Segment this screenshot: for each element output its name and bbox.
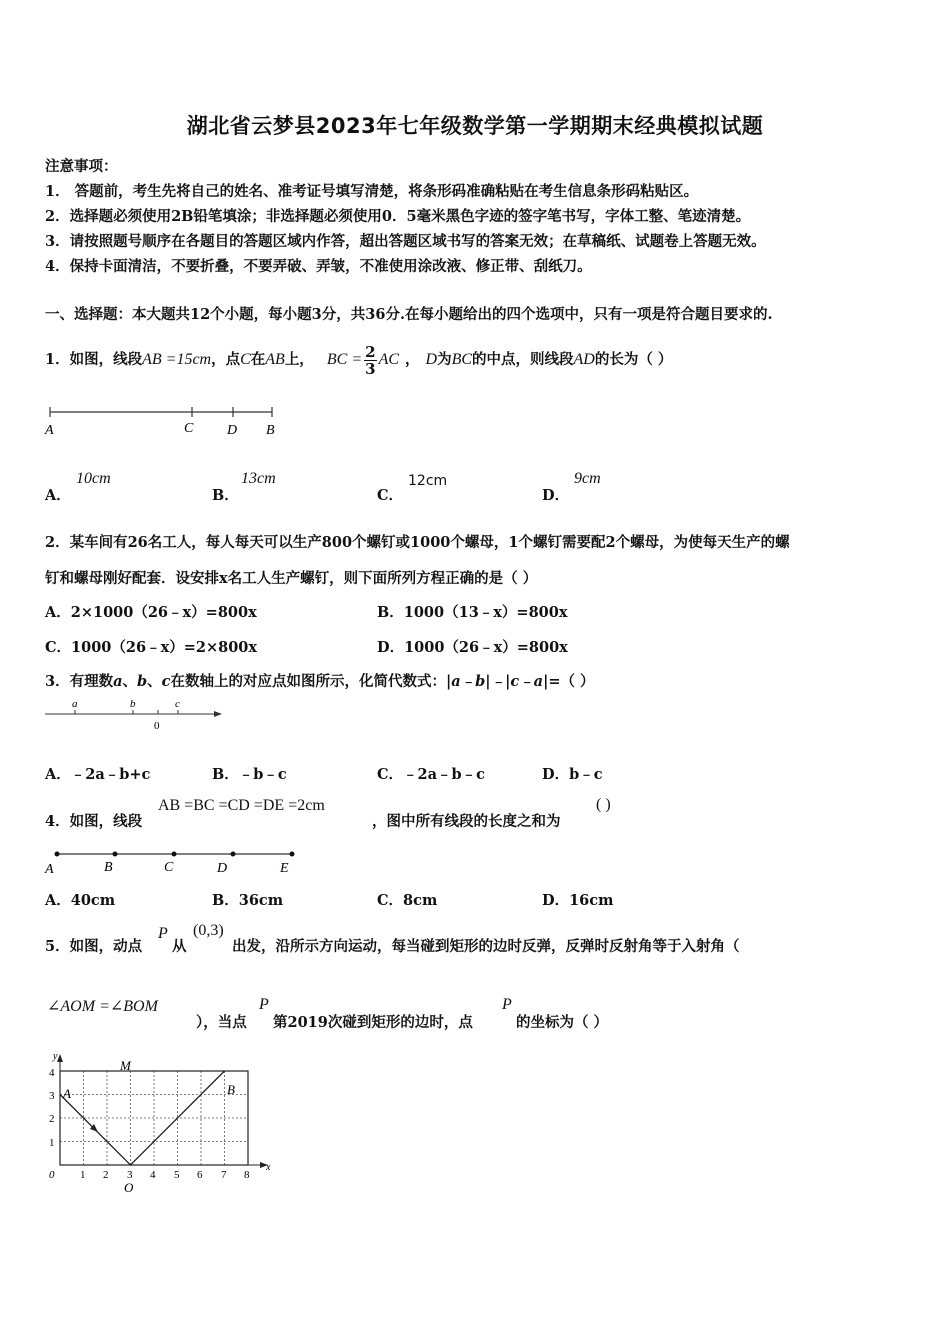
- q5-var-P: P: [502, 996, 512, 1013]
- q3-text: 、: [147, 673, 162, 690]
- question-2-line: 钉和螺母刚好配套．设安排x名工人生产螺钉，则下面所列方程正确的是（ ）: [45, 570, 538, 587]
- q5-var-P: P: [158, 925, 168, 942]
- q4-answer-paren: ( ): [596, 796, 611, 813]
- axis-x-label: x: [266, 1162, 271, 1173]
- x-tick: 7: [221, 1169, 227, 1181]
- point-A-label: A: [63, 1086, 71, 1101]
- q2-option[interactable]: B．1000（13﹣x）=800x: [377, 604, 568, 621]
- x-tick: 8: [244, 1169, 250, 1181]
- q1-segment-figure: [40, 400, 290, 445]
- var-c: c: [161, 673, 171, 690]
- label-A: A: [45, 862, 54, 877]
- question-1-stem: [45, 338, 672, 382]
- label-C: C: [164, 860, 174, 875]
- q3-text: 在数轴上的对应点如图所示，化简代数式：: [170, 673, 446, 690]
- var-b: b: [137, 673, 148, 690]
- q5-var-P: P: [259, 996, 269, 1013]
- label-zero: 0: [154, 720, 160, 732]
- q1-math: AB =15cm: [142, 351, 212, 368]
- q5-angle: ∠AOM =∠BOM: [47, 998, 158, 1015]
- x-tick: 6: [197, 1169, 203, 1181]
- q5-text: 的坐标为（ ）: [516, 1014, 609, 1031]
- q3-text: 、: [122, 673, 137, 690]
- q5-text: 从: [172, 938, 187, 955]
- q1-math: AD: [573, 351, 595, 368]
- q4-option[interactable]: A．40cm: [45, 892, 116, 909]
- notice-item: 3．请按照题号顺序在各题目的答题区域内作答，超出答题区域书写的答案无效；在草稿纸、试题卷上答题无效。: [45, 233, 766, 250]
- q1-option-label[interactable]: A．: [45, 487, 71, 504]
- q1-math: D: [425, 351, 438, 368]
- q1-text: 在: [250, 351, 266, 368]
- section-heading: 一、选择题：本大题共12个小题，每小题3分，共36分.在每小题给出的四个选项中，只有一项是符合题目要求的.: [45, 306, 773, 323]
- y-tick: 1: [49, 1137, 55, 1149]
- label-b: b: [130, 698, 136, 710]
- q1-text: 为: [437, 351, 452, 368]
- label-a: a: [72, 698, 78, 710]
- q1-text: 1．如图，线段: [45, 351, 143, 368]
- q5-start-point: (0,3): [193, 922, 224, 939]
- q4-segment-figure: [40, 845, 305, 880]
- notice-item: 1． 答题前，考生先将自己的姓名、准考证号填写清楚，将条形码准确粘贴在考生信息条形码粘贴区。: [45, 183, 699, 200]
- q1-math: BC =: [326, 351, 363, 368]
- q3-expression: |a﹣b|﹣|c﹣a|: [445, 673, 549, 690]
- q1-text: 上，: [284, 351, 314, 368]
- q3-option[interactable]: A．﹣2a﹣b+c: [45, 766, 151, 783]
- label-c: c: [175, 698, 180, 710]
- q2-option[interactable]: D．1000（26﹣x）=800x: [377, 639, 568, 656]
- point-B-label: B: [227, 1082, 235, 1097]
- label-A: A: [45, 423, 54, 438]
- q2-option[interactable]: A．2×1000（26﹣x）=800x: [45, 604, 257, 621]
- point-O-label: O: [124, 1180, 134, 1195]
- q1-text: 的长为（ ）: [594, 351, 673, 368]
- q1-math: AB: [265, 351, 285, 368]
- question-2-line: 2．某车间有26名工人，每人每天可以生产800个螺钉或1000个螺母，1个螺钉需要配2个螺母，为使每天生产的螺: [45, 534, 790, 551]
- q1-option-value: 12cm: [408, 473, 448, 489]
- label-C: C: [184, 421, 194, 436]
- q2-option[interactable]: C．1000（26﹣x）=2×800x: [45, 639, 258, 656]
- q1-math: AC: [378, 351, 400, 368]
- label-E: E: [280, 861, 289, 876]
- fraction-denominator: 3: [365, 359, 376, 378]
- x-tick: 1: [80, 1169, 86, 1181]
- axis-y-label: y: [53, 1051, 58, 1062]
- label-D: D: [227, 423, 238, 438]
- q4-option[interactable]: B．36cm: [212, 892, 284, 909]
- q4-option[interactable]: C．8cm: [377, 892, 438, 909]
- y-tick: 2: [49, 1113, 55, 1125]
- q1-option-value: 10cm: [76, 470, 111, 487]
- q5-text: 出发，沿所示方向运动，每当碰到矩形的边时反弹，反弹时反射角等于入射角（: [232, 938, 740, 955]
- x-tick: 3: [127, 1169, 133, 1181]
- question-3-stem: [45, 670, 595, 691]
- point-M-label: M: [120, 1058, 131, 1073]
- notice-item: 2．选择题必须使用2B铅笔填涂；非选择题必须使用0．5毫米黑色字迹的签字笔书写，字体工整、笔迹清楚。: [45, 208, 751, 225]
- q5-coordinate-graph: [42, 1050, 282, 1200]
- q3-option[interactable]: D．b﹣c: [542, 766, 603, 783]
- y-tick: 3: [49, 1090, 55, 1102]
- q1-math: BC: [451, 351, 473, 368]
- q1-math: C: [240, 351, 251, 368]
- q1-text: 的中点，则线段: [472, 351, 574, 368]
- q4-text: ，图中所有线段的长度之和为: [372, 813, 561, 830]
- q4-math: AB =BC =CD =DE =2cm: [158, 797, 325, 814]
- notice-heading: 注意事项：: [45, 158, 118, 175]
- x-tick: 2: [103, 1169, 109, 1181]
- q3-option[interactable]: B．﹣b﹣c: [212, 766, 287, 783]
- q5-text: 5．如图，动点: [45, 938, 143, 955]
- q3-option[interactable]: C．﹣2a﹣b﹣c: [377, 766, 485, 783]
- q1-option-label[interactable]: C．: [377, 487, 404, 504]
- q3-text: =（ ）: [548, 673, 595, 690]
- q1-option-value: 13cm: [241, 470, 276, 487]
- fraction-numerator: 2: [365, 342, 376, 361]
- y-tick: 4: [49, 1067, 55, 1079]
- x-tick: 5: [174, 1169, 180, 1181]
- q3-number-line: [40, 695, 230, 735]
- q1-option-value: 9cm: [574, 470, 601, 487]
- label-B: B: [104, 860, 113, 875]
- label-B: B: [266, 423, 275, 438]
- q5-text: 第2019次碰到矩形的边时，点: [273, 1014, 473, 1031]
- label-D: D: [217, 861, 228, 876]
- q1-option-label[interactable]: D．: [542, 487, 570, 504]
- page-title: 湖北省云梦县2023年七年级数学第一学期期末经典模拟试题: [186, 114, 764, 138]
- q3-text: 3．有理数: [45, 673, 114, 690]
- q4-text: 4．如图，线段: [45, 813, 143, 830]
- q5-text: ），当点: [196, 1014, 247, 1031]
- x-tick-origin: 0: [49, 1169, 55, 1181]
- q4-option[interactable]: D．16cm: [542, 892, 614, 909]
- q1-text: ，点: [211, 351, 241, 368]
- var-a: a: [113, 673, 123, 690]
- fraction: [364, 344, 376, 377]
- q1-option-label[interactable]: B．: [212, 487, 239, 504]
- x-tick: 4: [150, 1169, 156, 1181]
- q1-text: ，: [405, 351, 420, 368]
- notice-item: 4．保持卡面清洁，不要折叠，不要弄破、弄皱，不准使用涂改液、修正带、刮纸刀。: [45, 258, 592, 275]
